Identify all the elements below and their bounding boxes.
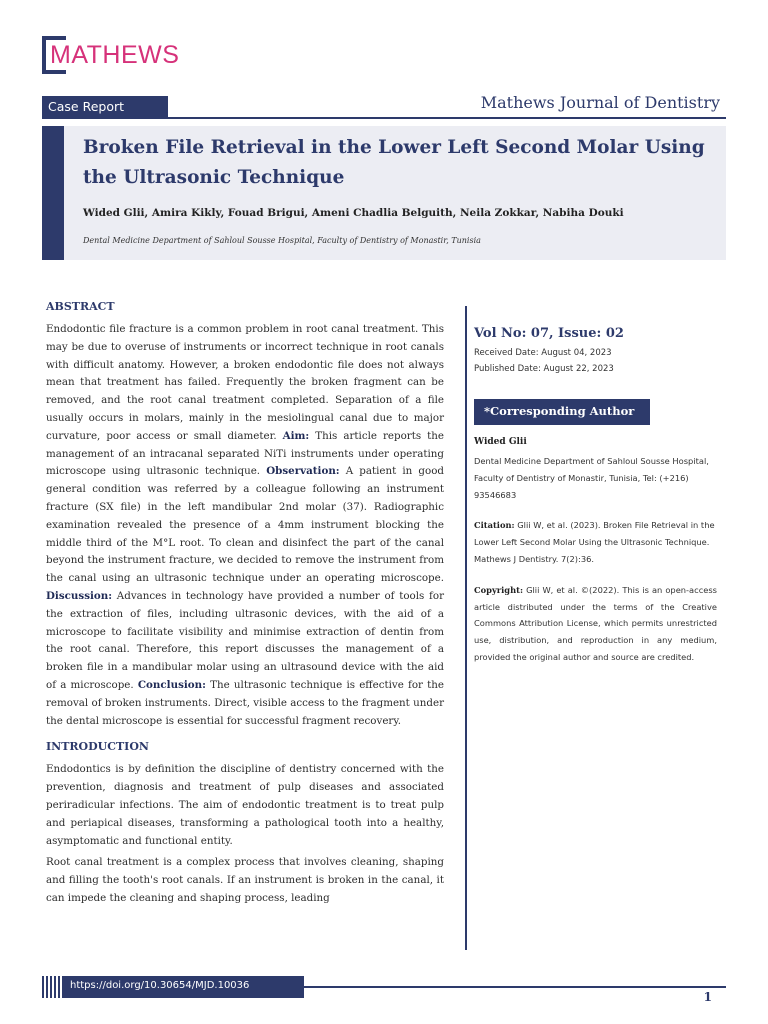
main-column xyxy=(46,300,444,908)
copyright-block xyxy=(474,582,717,666)
affiliation: Dental Medicine Department of Sahloul Sousse Hospital, Faculty of Dentistry of Monastir, Tunisia xyxy=(83,236,481,245)
copyright-text: Glii W, et al. ©(2022). This is an open-access article distributed under the terms of the Creative Commons Attribution License, which permits unrestricted use, distribution, and reproduction in any medium, provided the original author and source are credited. xyxy=(474,584,718,662)
aim-label: Aim: xyxy=(282,429,310,442)
copyright-label: Copyright: xyxy=(474,584,524,595)
citation-label: Citation: xyxy=(474,520,515,531)
article-type-label: Case Report xyxy=(42,96,168,118)
title-block xyxy=(42,126,726,260)
title-accent-bar xyxy=(42,126,64,260)
abstract-heading: ABSTRACT xyxy=(46,300,115,313)
citation-block xyxy=(474,517,717,567)
introduction-paragraph-1: Endodontics is by definition the discipline of dentistry concerned with the prevention, diagnosis and treatment of pulp diseases and associated periradicular infections. The aim of endodontic treatment is to treat pulp and periapical diseases, transforming a pathological tooth into a healthy, asymptomatic and functional entity. xyxy=(46,763,444,847)
volume-issue: Vol No: 07, Issue: 02 xyxy=(474,326,624,341)
published-date: Published Date: August 22, 2023 xyxy=(474,364,614,374)
doi-link[interactable]: https://doi.org/10.30654/MJD.10036 xyxy=(64,976,304,998)
footer-stripes-icon xyxy=(42,976,64,998)
conclusion-label: Conclusion: xyxy=(137,678,206,691)
received-date: Received Date: August 04, 2023 xyxy=(474,348,612,358)
footer-divider xyxy=(304,986,726,988)
corresponding-author-address: Dental Medicine Department of Sahloul Sousse Hospital, Faculty of Dentistry of Monastir, Tunisia, Tel: (+216) 93546683 xyxy=(474,456,709,500)
aim-text: This article reports the management of an intracanal separated NiTi instruments under operating microscope using ultrasonic technique. xyxy=(46,429,444,478)
abstract-intro: Endodontic file fracture is a common problem in root canal treatment. This may be due to overuse of instruments or incorrect technique in root canals with difficult anatomy. However, a broken endodontic file does not always mean that treatment has failed. Frequently the broken fragment can be removed, and the root canal treatment completed. Separation of a file usually occurs in molars, mainly in the mesiolingual canal due to major curvature, poor access or small diameter. xyxy=(46,323,444,442)
discussion-label: Discussion: xyxy=(46,589,113,602)
column-divider xyxy=(465,306,467,950)
page-number: 1 xyxy=(703,990,712,1004)
discussion-text: Advances in technology have provided a number of tools for the extraction of files, including ultrasonic devices, with the aid of a microscope to facilitate visibility and minimise extraction of dentin from the root canal. Therefore, this report discusses the management of a broken file in a mandibular molar using an ultrasound device with the aid of a microscope. xyxy=(46,589,444,691)
corresponding-author-label: *Corresponding Author xyxy=(474,399,650,425)
introduction-paragraph-2: Root canal treatment is a complex process that involves cleaning, shaping and filling the tooth's root canals. If an instrument is broken in the canal, it can impede the cleaning and shaping process, leading xyxy=(46,856,444,904)
citation-text: Glii W, et al. (2023). Broken File Retrieval in the Lower Left Second Molar Using the Ultrasonic Technique. Mathews J Dentistry. 7(2):36. xyxy=(474,520,715,564)
header-divider xyxy=(42,117,726,119)
sidebar xyxy=(474,326,717,666)
author-list: Wided Glii, Amira Kikly, Fouad Brigui, Ameni Chadlia Belguith, Neila Zokkar, Nabiha Douki xyxy=(83,207,624,219)
abstract-paragraph xyxy=(46,321,444,730)
journal-logo xyxy=(42,36,180,78)
corresponding-author-name: Wided Glii xyxy=(474,437,527,447)
conclusion-text: The ultrasonic technique is effective for the removal of broken instruments. Direct, visible access to the fragment under the dental microscope is essential for successful fragment recovery. xyxy=(46,678,444,727)
introduction-heading: INTRODUCTION xyxy=(46,740,149,754)
article-title: Broken File Retrieval in the Lower Left Second Molar Using the Ultrasonic Technique xyxy=(83,137,705,188)
observation-label: Observation: xyxy=(266,465,340,478)
logo-text: MATHEWS xyxy=(50,41,180,69)
journal-name: Mathews Journal of Dentistry xyxy=(480,93,720,112)
observation-text: A patient in good general condition was referred by a colleague following an instrument fracture (SX file) in the left mandibular 2nd molar (37). Radiographic examination revealed the presence of a 4mm instrument blocking the middle third of the M°L root. To clean and disinfect the part of the canal beyond the instrument fracture, we decided to remove the instrument from the canal using an ultrasonic technique under an operating microscope. xyxy=(46,465,444,585)
